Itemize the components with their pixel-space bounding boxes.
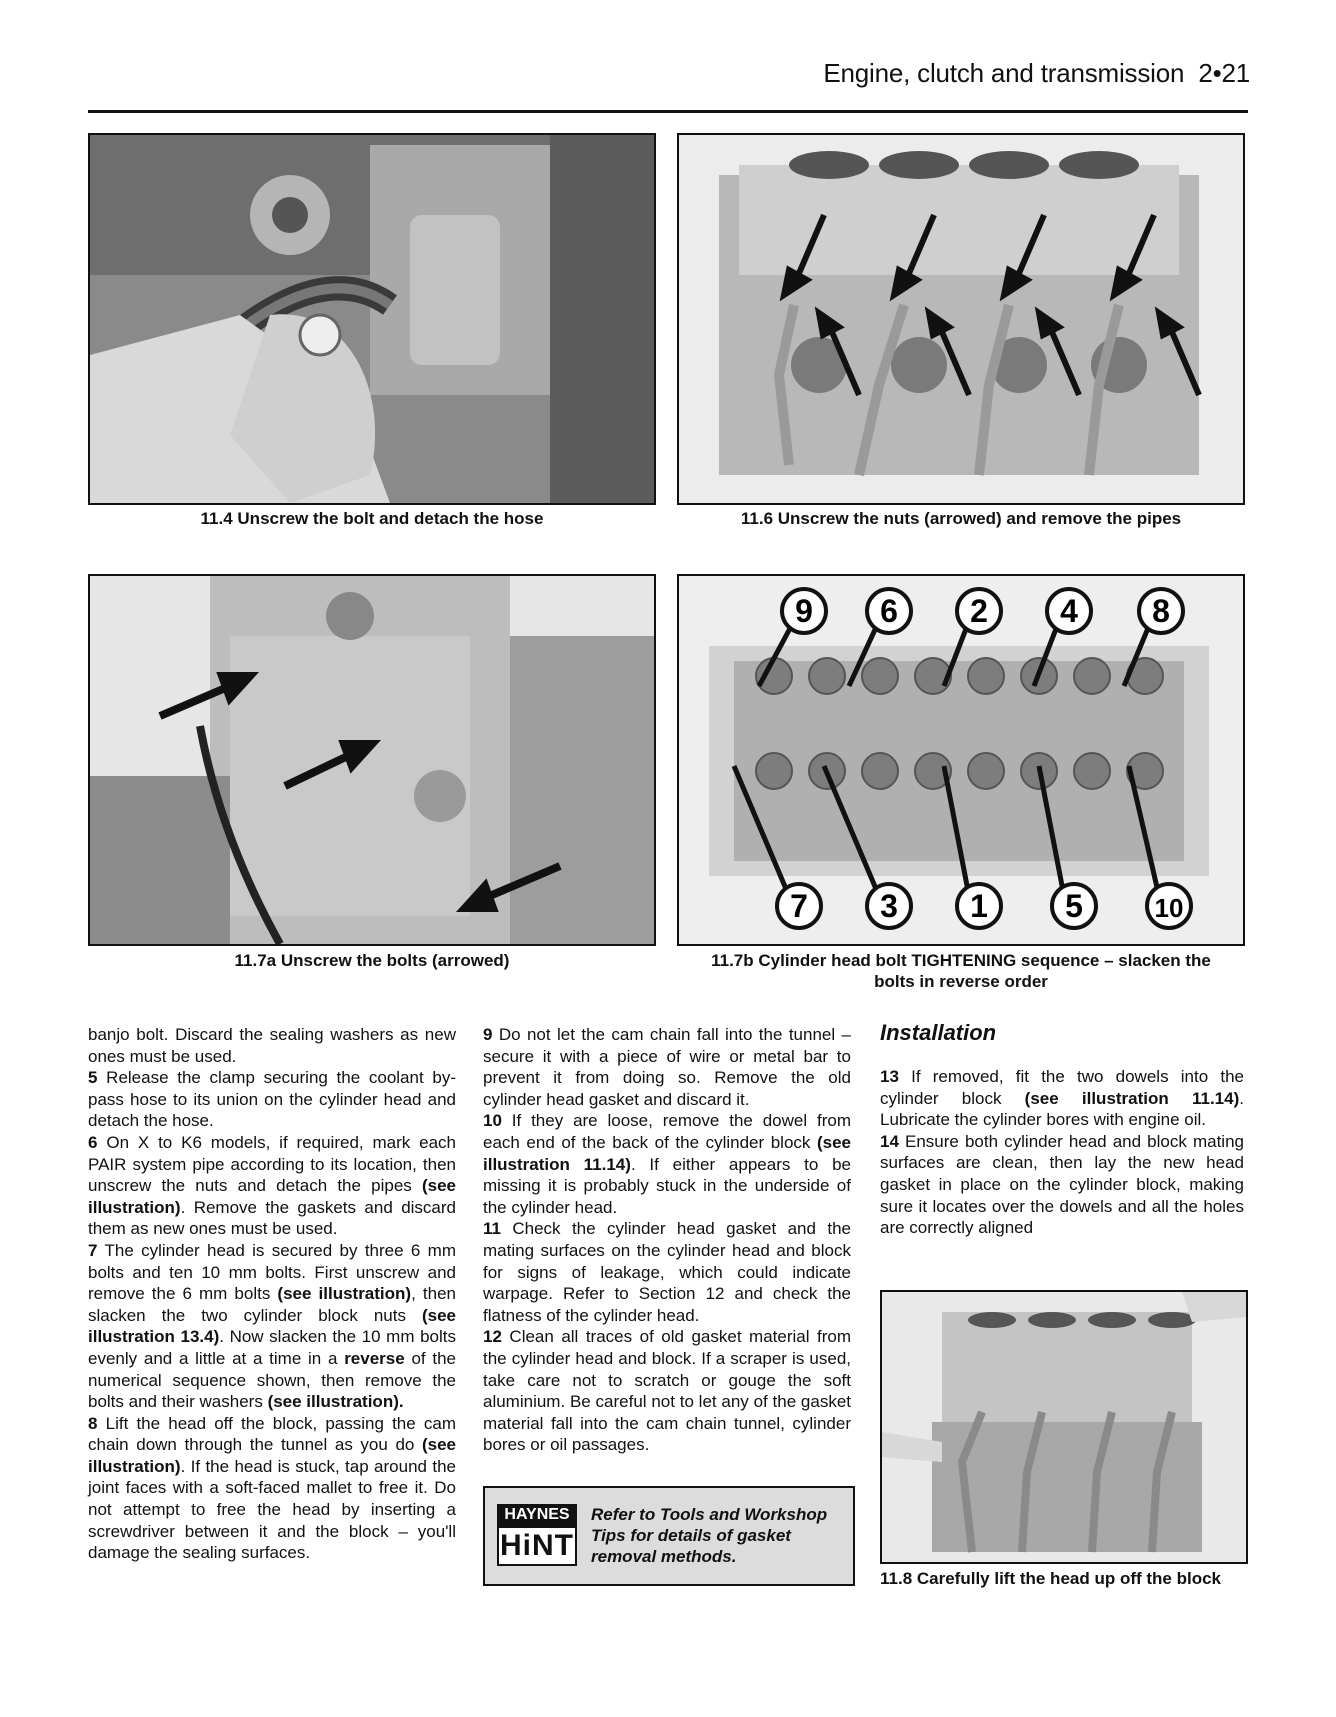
text: Ensure both cylinder head and block mating surfaces are clean, then lay the new head gasket in place on the cylinder block, making sure it locates over the dowels and all the holes are correctly aligned <box>880 1131 1244 1238</box>
hint-logo-bottom: HiNT <box>497 1526 577 1566</box>
bolt-5-label: 5 <box>1065 888 1083 924</box>
cross-ref: (see illustration) <box>88 1176 456 1217</box>
cam-bearing-bolt <box>862 753 898 789</box>
cam-bearing-bolt <box>756 753 792 789</box>
chapter-title: Engine, clutch and transmission <box>823 58 1185 88</box>
para-7 <box>88 1240 456 1413</box>
caption-11-4: 11.4 Unscrew the bolt and detach the hose <box>200 509 544 528</box>
para-13 <box>880 1066 1244 1131</box>
text: . Lubricate the cylinder bores with engine oil. <box>880 1088 1244 1130</box>
bolt-1-label: 1 <box>970 888 988 924</box>
cam-bearing-bolt <box>1074 753 1110 789</box>
step-number: 13 <box>880 1067 899 1086</box>
bolt-4-label: 4 <box>1060 593 1078 629</box>
text-column-2 <box>483 1024 851 1456</box>
cam-bearing-bolt <box>862 658 898 694</box>
cam-bearing-bolt <box>1074 658 1110 694</box>
step-number: 11 <box>483 1219 501 1239</box>
cross-ref: (see illustration) <box>88 1435 456 1476</box>
text: Check the cylinder head gasket and the mating surfaces on the cylinder head and block for signs of leakage, which could indicate warpage. Refer to Section 12 and check the flatness of the cylinder head. <box>483 1219 851 1325</box>
step-number: 9 <box>483 1025 493 1044</box>
hint-text: Refer to Tools and Workshop Tips for details of gasket removal methods. <box>591 1505 828 1566</box>
text: If removed, fit the two dowels into the cylinder block <box>880 1067 1244 1108</box>
cross-ref: (see illustration 11.14) <box>1024 1088 1240 1108</box>
section-heading-installation: Installation <box>880 1020 997 1045</box>
bolt-3-label: 3 <box>880 888 898 924</box>
text: . <box>398 1392 404 1412</box>
cam-bearing-bolt <box>809 658 845 694</box>
text: . Remove the gaskets and discard them as new ones must be used. <box>88 1197 456 1239</box>
step-number: 12 <box>483 1327 502 1347</box>
photo-11-7a <box>88 574 656 946</box>
photo-11-4 <box>88 133 656 505</box>
step-number: 14 <box>880 1131 899 1151</box>
para-6 <box>88 1132 456 1240</box>
text-column-3 <box>880 1066 1244 1239</box>
bolt-8-label: 8 <box>1152 593 1170 629</box>
text: . If the head is stuck, tap around the joint faces with a soft-faced mallet to free it. Do not attempt to free the head by inserting a screwdriver between it and the block – you'll damage the sealing surfaces. <box>88 1456 456 1563</box>
hint-logo-top: HAYNES <box>497 1504 577 1526</box>
bolt-10-label: 10 <box>1154 893 1184 923</box>
bolt-6-label: 6 <box>880 593 898 629</box>
step-number: 8 <box>88 1413 98 1433</box>
caption-11-7b-line1: 11.7b Cylinder head bolt TIGHTENING sequence – slacken the <box>711 951 1211 970</box>
haynes-hint-box <box>483 1486 855 1586</box>
text: of the numerical sequence shown, then remove the bolts and their washers <box>88 1348 456 1412</box>
photo-11-8 <box>880 1290 1248 1564</box>
text-column-1 <box>88 1024 456 1564</box>
para-14 <box>880 1131 1244 1239</box>
step-number: 5 <box>88 1068 98 1088</box>
text: Lift the head off the block, passing the cam chain down through the tunnel as you do <box>88 1413 456 1455</box>
text: Do not let the cam chain fall into the tunnel – secure it with a piece of wire or metal bar to prevent it from doing so. Remove the old cylinder head gasket and discard it. <box>483 1025 851 1109</box>
header-rule <box>88 110 1248 113</box>
text: If they are loose, remove the dowel from each end of the back of the cylinder block <box>483 1111 851 1152</box>
para-5 <box>88 1067 456 1132</box>
para-10 <box>483 1110 851 1218</box>
text: banjo bolt. Discard the sealing washers as new ones must be used. <box>88 1025 456 1066</box>
photo-11-6 <box>677 133 1245 505</box>
bolt-9-label: 9 <box>795 593 813 629</box>
text: . If either appears to be missing it is probably stuck in the underside of the cylinder head. <box>483 1154 851 1217</box>
cam-bearing-bolt <box>968 658 1004 694</box>
bolt-2-label: 2 <box>970 593 988 629</box>
haynes-hint-logo <box>497 1504 577 1568</box>
cross-ref: (see illustration 11.14) <box>483 1132 851 1174</box>
cross-ref: (see illustration) <box>277 1284 412 1304</box>
caption-11-7a: 11.7a Unscrew the bolts (arrowed) <box>234 951 510 970</box>
text: On X to K6 models, if required, mark each PAIR system pipe according to its location, then unscrew the nuts and detach the pipes <box>88 1132 456 1196</box>
text: Release the clamp securing the coolant by-pass hose to its union on the cylinder head and detach the hose. <box>88 1068 456 1131</box>
text: The cylinder head is secured by three 6 mm bolts and ten 10 mm bolts. First unscrew and remove the 6 mm bolts <box>88 1240 456 1304</box>
para-11 <box>483 1218 851 1326</box>
para-12 <box>483 1326 851 1456</box>
caption-11-7b-line2: bolts in reverse order <box>874 972 1048 991</box>
step-number: 10 <box>483 1111 502 1131</box>
para-8 <box>88 1413 456 1564</box>
text: Clean all traces of old gasket material from the cylinder head and block. If a scraper is used, take care not to scratch or gouge the soft aluminium. Be careful not to let any of the gasket material fall into the cam chain tunnel, cylinder bores or oil passages. <box>483 1327 851 1455</box>
emphasis: reverse <box>344 1348 405 1368</box>
text: , then slacken the two cylinder block nuts <box>88 1284 456 1325</box>
step-number: 6 <box>88 1132 98 1152</box>
text: . Now slacken the 10 mm bolts evenly and a little at a time in a <box>88 1327 456 1368</box>
para-banjo <box>88 1024 456 1067</box>
caption-11-7b <box>677 950 1245 992</box>
cross-ref: (see illustration 13.4) <box>88 1305 456 1347</box>
caption-11-6: 11.6 Unscrew the nuts (arrowed) and remove the pipes <box>740 509 1182 528</box>
para-9 <box>483 1024 851 1110</box>
cam-bearing-bolt <box>968 753 1004 789</box>
cross-ref: (see illustration) <box>267 1392 399 1412</box>
caption-11-8: 11.8 Carefully lift the head up off the block <box>880 1569 1222 1588</box>
page-number: 2•21 <box>1198 58 1250 88</box>
step-number: 7 <box>88 1240 98 1260</box>
photo-11-7b <box>677 574 1245 946</box>
bolt-7-label: 7 <box>790 888 808 924</box>
page-header <box>823 58 1250 89</box>
